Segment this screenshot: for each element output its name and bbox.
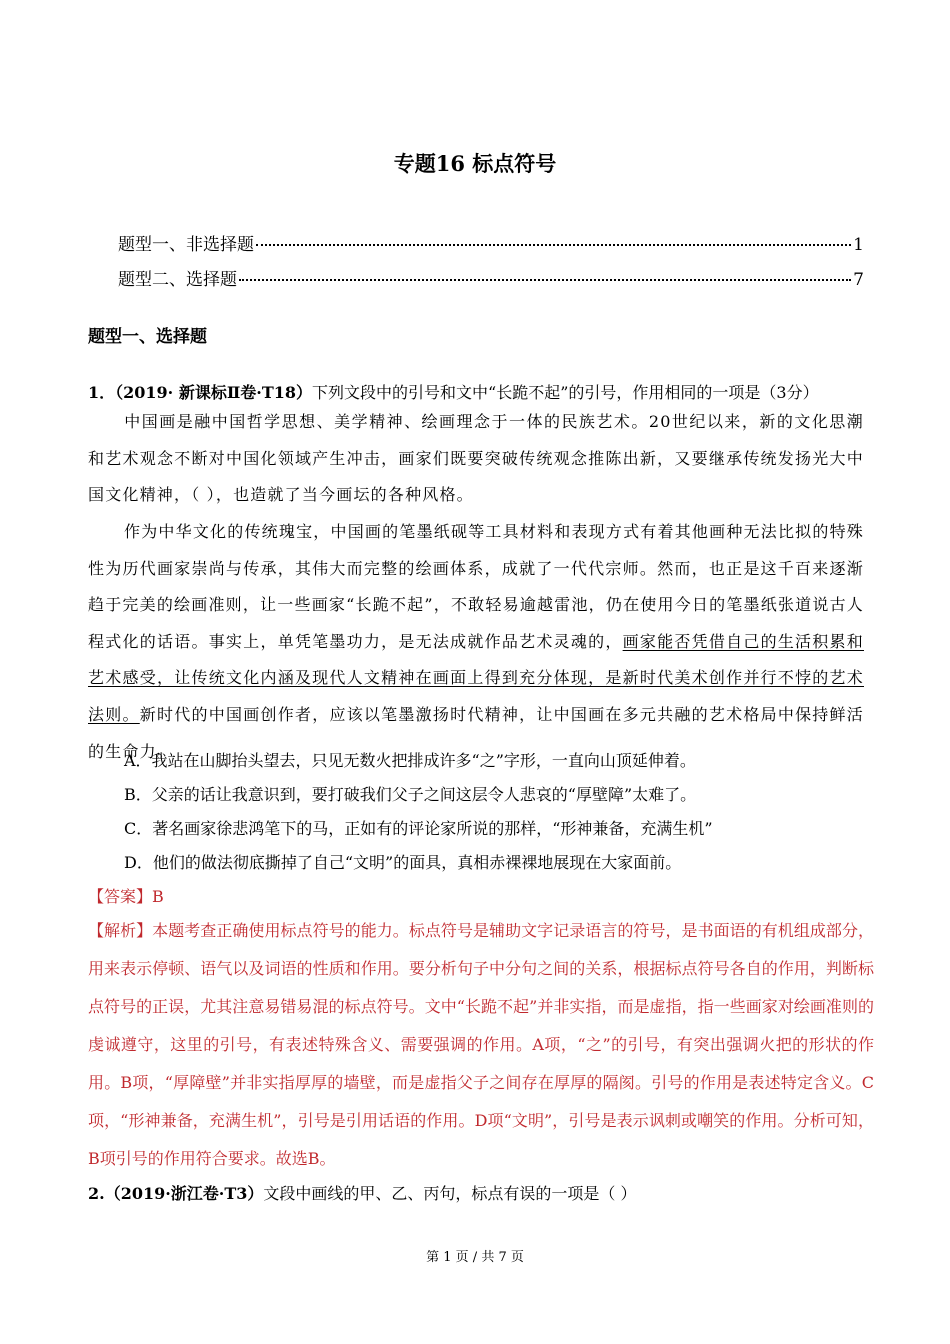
paragraph-text: 作为中华文化的传统瑰宝，中国画的笔墨纸砚等工具材料和表现方式有着其他画种无法比拟的特殊性为历代画家崇尚与传承，其伟大而完整的绘画体系，成就了一代代宗师。然而，也正是这千百来逐渐趋于完美的绘画准则，让一些画家“长跪不起”，不敢轻易逾越雷池，仍在使用今日的笔墨纸张道说古人程式化的话语。事实上，单凭笔墨功力，是无法成就作品艺术灵魂的，	[88, 522, 864, 651]
option-c: C．著名画家徐悲鸿笔下的马，正如有的评论家所说的那样，“形神兼备，充满生机”	[124, 819, 713, 838]
answer: 【答案】B	[88, 887, 164, 906]
question-text: 文段中画线的甲、乙、丙句，标点有误的一项是（ ）	[263, 1184, 637, 1203]
toc-page: 7	[853, 270, 864, 290]
toc-leader	[239, 279, 851, 281]
toc-label: 题型二、选择题	[118, 270, 237, 290]
toc-entry-2[interactable]	[118, 265, 864, 290]
question-2-stem	[88, 1181, 864, 1204]
passage-paragraph-2	[88, 514, 864, 770]
paragraph-text: 中国画是融中国哲学思想、美学精神、绘画理念于一体的民族艺术。20世纪以来，新的文化思潮和艺术观念不断对中国化领域产生冲击，画家们既要突破传统观念推陈出新，又要继承传统发扬光大中国文化精神，（ ），也造就了当今画坛的各种风格。	[88, 412, 864, 505]
analysis: 【解析】本题考查正确使用标点符号的能力。标点符号是辅助文字记录语言的符号，是书面语的有机组成部分，用来表示停顿、语气以及词语的性质和作用。要分析句子中分句之间的关系，根据标点符号各自的作用，判断标点符号的正误，尤其注意易错易混的标点符号。文中“长跪不起”并非实指，而是虚指，指一些画家对绘画准则的虔诚遵守，这里的引号，有表述特殊含义、需要强调的作用。A项，“之”的引号，有突出强调火把的形状的作用。B项，“厚障壁”并非实指厚厚的墙壁，而是虚指父子之间存在厚厚的隔阂。引号的作用是表述特定含义。C项，“形神兼备，充满生机”，引号是引用话语的作用。D项“文明”，引号是表示讽刺或嘲笑的作用。分析可知，B项引号的作用符合要求。故选B。	[88, 921, 874, 1168]
section-heading: 题型一、选择题	[88, 327, 207, 347]
toc-label: 题型一、非选择题	[118, 235, 254, 255]
question-1-stem	[88, 380, 864, 403]
option-d: D．他们的做法彻底撕掉了自己“文明”的面具，真相赤裸裸地展现在大家面前。	[124, 853, 682, 872]
question-text: 下列文段中的引号和文中“长跪不起”的引号，作用相同的一项是（3分）	[312, 383, 819, 402]
question-number: 1．	[88, 383, 116, 402]
toc-leader	[256, 244, 851, 246]
page-footer: 第 1 页 / 共 7 页	[426, 1250, 524, 1265]
toc-page: 1	[853, 235, 864, 255]
underlined-sentence: 画家能否凭借自己的生活积累和艺术感受，让传统文化内涵及现代人文精神在画面上得到充分体现，是新时代美术创作并行不悖的艺术法则。	[88, 631, 864, 724]
question-source: （2019·浙江卷·T3）	[104, 1184, 264, 1203]
question-source: （2019· 新课标Ⅱ卷·T18）	[115, 383, 313, 402]
option-a: A．我站在山脚抬头望去，只见无数火把排成许多“之”字形，一直向山顶延伸着。	[124, 751, 696, 770]
paragraph-text: 新时代的中国画创作者，应该以笔墨激扬时代精神，让中国画在多元共融的艺术格局中保持鲜活的生命力。	[88, 704, 865, 761]
option-b: B．父亲的话让我意识到，要打破我们父子之间这层令人悲哀的“厚壁障”太难了。	[124, 785, 697, 804]
question-number: 2.	[88, 1184, 105, 1203]
page-title: 专题16 标点符号	[393, 151, 557, 176]
passage-paragraph-1	[88, 404, 864, 514]
toc-entry-1[interactable]	[118, 230, 864, 255]
